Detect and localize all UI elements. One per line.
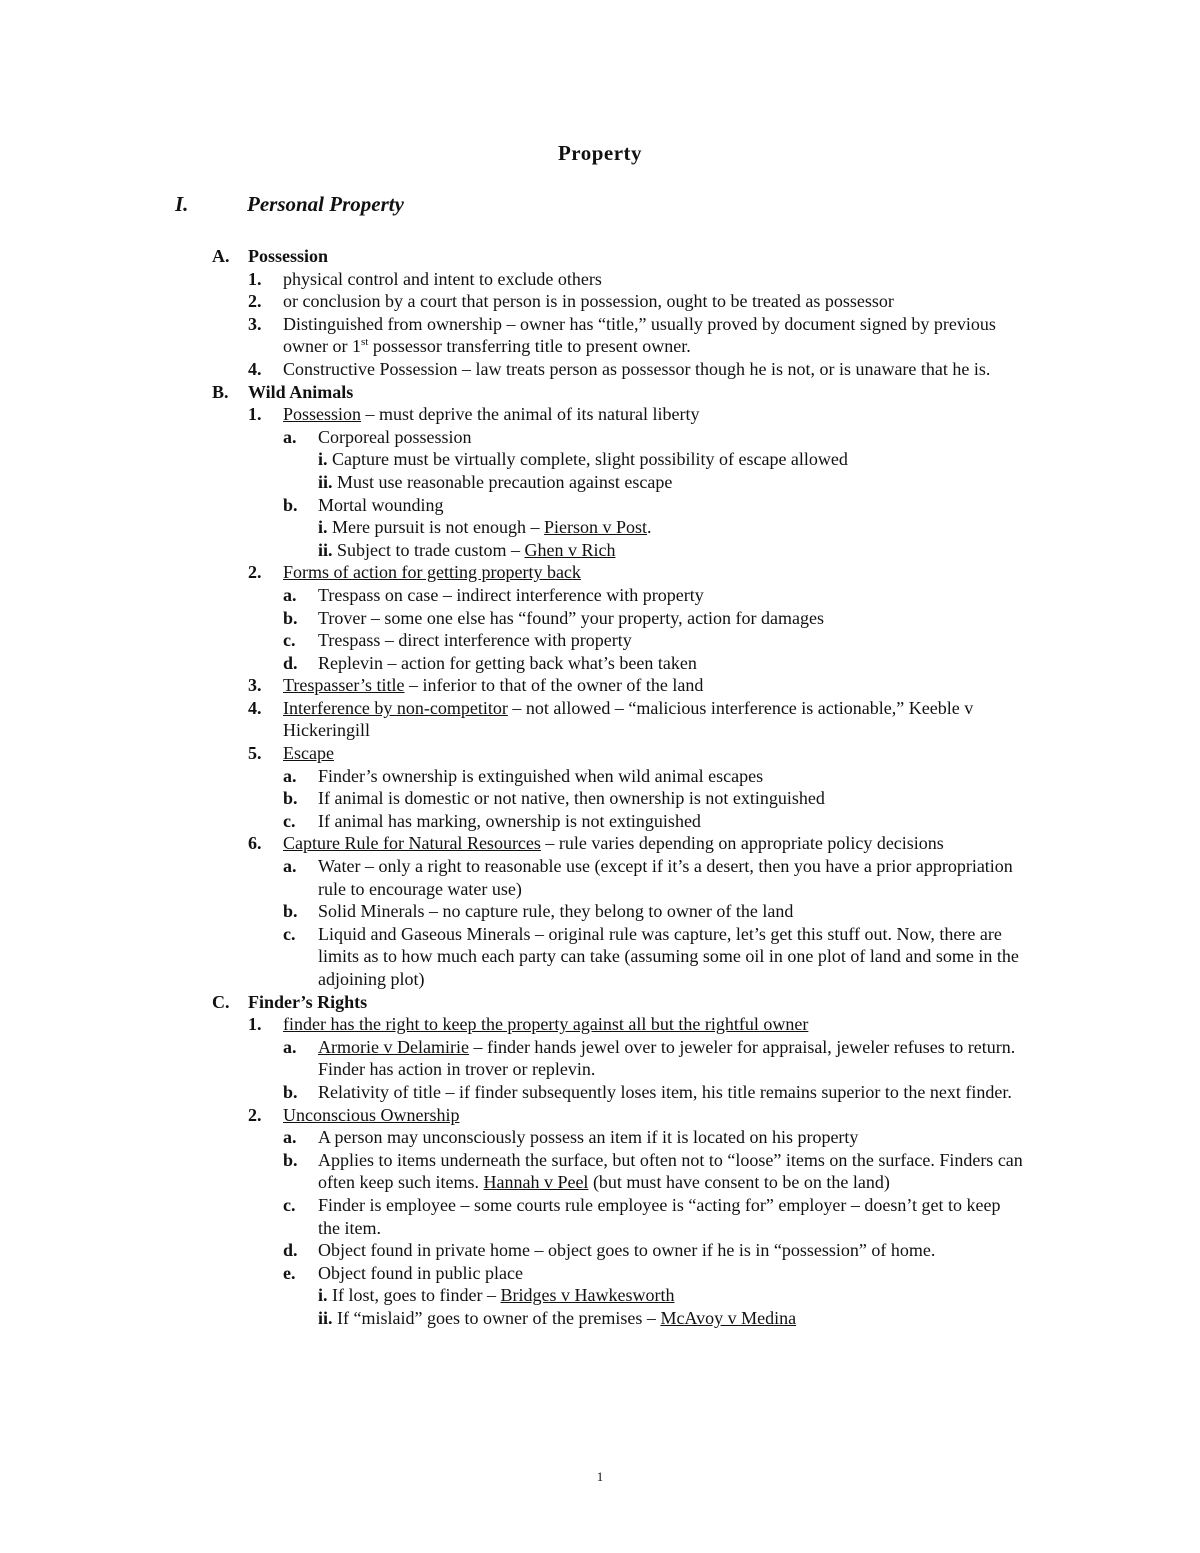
underlined-text: Unconscious Ownership xyxy=(283,1104,460,1125)
outline-item xyxy=(0,426,1200,449)
case-reference: Ghen v Rich xyxy=(524,539,616,560)
outline-marker: 2. xyxy=(248,562,262,583)
part-heading xyxy=(175,193,404,216)
outline-text: Applies to items underneath the surface, but often not to “loose” items on the surface. Finders can often keep such items. xyxy=(318,1149,1023,1193)
outline-marker: 1. xyxy=(248,404,262,425)
underlined-text: Forms of action for getting property back xyxy=(283,562,581,583)
underlined-text: Interference by non-competitor xyxy=(283,697,508,718)
outline-text: – finder hands jewel over to jeweler for appraisal, jeweler refuses to return. Finder has action in trover or replevin. xyxy=(318,1036,1016,1080)
outline-marker: 2. xyxy=(248,291,262,312)
outline-marker: i. xyxy=(318,1285,328,1306)
outline-item xyxy=(0,697,1200,742)
outline-marker: b. xyxy=(283,494,298,515)
outline-marker: c. xyxy=(283,1194,296,1215)
outline-text: . xyxy=(647,517,652,538)
outline-item xyxy=(0,900,1200,923)
outline-marker: C. xyxy=(212,991,230,1012)
outline-text: Trover – some one else has “found” your property, action for damages xyxy=(318,607,825,628)
outline-item xyxy=(0,1239,1200,1262)
part-number: I. xyxy=(175,192,189,216)
outline-marker: e. xyxy=(283,1262,296,1283)
outline-item xyxy=(0,674,1200,697)
outline-item xyxy=(0,245,1200,268)
outline-text: Wild Animals xyxy=(248,381,354,402)
outline-marker: B. xyxy=(212,381,229,402)
outline-marker: b. xyxy=(283,1081,298,1102)
outline-marker: ii. xyxy=(318,471,333,492)
outline-text: Finder’s ownership is extinguished when wild animal escapes xyxy=(318,765,764,786)
outline-marker: 2. xyxy=(248,1104,262,1125)
document-title: Property xyxy=(557,141,643,165)
outline-marker: ii. xyxy=(318,539,333,560)
outline-marker: 5. xyxy=(248,743,262,764)
outline-marker: b. xyxy=(283,901,298,922)
outline-marker: c. xyxy=(283,923,296,944)
outline-text: Mere pursuit is not enough – xyxy=(327,517,544,538)
outline-item xyxy=(0,471,1200,494)
underlined-text: Armorie v Delamirie xyxy=(318,1036,469,1057)
outline-item xyxy=(0,1149,1200,1194)
outline-item xyxy=(0,765,1200,788)
outline-marker: c. xyxy=(283,810,296,831)
outline-item xyxy=(0,1307,1200,1330)
outline-marker: 6. xyxy=(248,833,262,854)
outline-item xyxy=(0,1194,1200,1239)
outline-item xyxy=(0,855,1200,900)
outline-text: Water – only a right to reasonable use (except if it’s a desert, then you have a prior appropriation rule to encourage water use) xyxy=(318,856,1013,899)
underlined-text: Trespasser’s title xyxy=(283,675,405,696)
outline-text: Mortal wounding xyxy=(318,494,444,515)
outline-text: Constructive Possession – law treats person as possessor though he is not, or is unaware that he is. xyxy=(283,358,991,379)
outline-text: Finder is employee – some courts rule employee is “acting for” employer – doesn’t get to keep the item. xyxy=(318,1194,1001,1238)
outline-text: Solid Minerals – no capture rule, they belong to owner of the land xyxy=(318,901,794,922)
underlined-text: Hannah v Peel xyxy=(483,1172,589,1193)
outline-text: If animal has marking, ownership is not extinguished xyxy=(318,810,701,831)
outline-text: Corporeal possession xyxy=(318,426,472,447)
outline-marker: 1. xyxy=(248,1014,262,1035)
outline-text: Trespass on case – indirect interference with property xyxy=(318,584,704,605)
outline-item xyxy=(0,539,1200,562)
outline-item xyxy=(0,494,1200,517)
outline-item xyxy=(0,923,1200,991)
case-reference: Pierson v Post xyxy=(544,517,648,538)
underlined-text: Escape xyxy=(283,743,334,764)
outline-text: Replevin – action for getting back what’s been taken xyxy=(318,652,697,673)
outline-item xyxy=(0,313,1200,358)
outline-text: If animal is domestic or not native, then ownership is not extinguished xyxy=(318,788,825,809)
outline-item xyxy=(0,1104,1200,1127)
outline-text: Liquid and Gaseous Minerals – original rule was capture, let’s get this stuff out. Now, there are limits as to how much each party can take (assuming some oil in one plot of land and some in the adjoining plot) xyxy=(318,923,1019,989)
outline-item xyxy=(0,1262,1200,1285)
outline-item xyxy=(0,1013,1200,1036)
outline-marker: 4. xyxy=(248,697,262,718)
outline-text: – inferior to that of the owner of the land xyxy=(404,675,704,696)
outline-marker: a. xyxy=(283,1127,297,1148)
outline-item xyxy=(0,561,1200,584)
page-number: 1 xyxy=(596,1469,604,1484)
case-reference: McAvoy v Medina xyxy=(660,1307,797,1328)
outline-item xyxy=(0,268,1200,291)
outline-marker: a. xyxy=(283,584,297,605)
outline-item xyxy=(0,832,1200,855)
outline-marker: a. xyxy=(283,856,297,877)
outline-item xyxy=(0,787,1200,810)
outline-text: (but must have consent to be on the land) xyxy=(588,1172,890,1193)
outline-text: Trespass – direct interference with property xyxy=(318,630,632,651)
outline-marker: a. xyxy=(283,765,297,786)
underlined-text: finder has the right to keep the property against all but the rightful owner xyxy=(283,1014,809,1035)
outline-marker: ii. xyxy=(318,1307,333,1328)
outline-item xyxy=(0,742,1200,765)
outline-item xyxy=(0,1126,1200,1149)
outline-marker: A. xyxy=(212,246,230,266)
outline-item xyxy=(0,607,1200,630)
outline-marker: i. xyxy=(318,517,328,538)
outline-marker: d. xyxy=(283,652,298,673)
outline-marker: a. xyxy=(283,1036,297,1057)
outline-text: st xyxy=(360,336,369,349)
outline-text: – rule varies depending on appropriate policy decisions xyxy=(540,833,944,854)
outline-text: Relativity of title – if finder subsequently loses item, his title remains superior to the next finder. xyxy=(318,1081,1012,1102)
part-title: Personal Property xyxy=(247,192,404,216)
outline-item xyxy=(0,381,1200,404)
outline-item xyxy=(0,584,1200,607)
outline-marker: d. xyxy=(283,1240,298,1261)
outline-text: physical control and intent to exclude others xyxy=(283,268,602,289)
outline-item xyxy=(0,516,1200,539)
outline-marker: i. xyxy=(318,449,328,470)
outline-marker: 3. xyxy=(248,313,262,334)
outline-text: Object found in private home – object goes to owner if he is in “possession” of home. xyxy=(318,1240,936,1261)
case-reference: Bridges v Hawkesworth xyxy=(500,1285,675,1306)
outline-text: Distinguished from ownership – owner has “title,” usually proved by document signed by previous owner or 1 xyxy=(283,313,996,357)
outline-text: Subject to trade custom – xyxy=(332,539,525,560)
outline-marker: a. xyxy=(283,426,297,447)
outline-marker: b. xyxy=(283,788,298,809)
outline-item xyxy=(0,991,1200,1014)
outline-item xyxy=(0,1036,1200,1081)
outline-item xyxy=(0,290,1200,313)
underlined-text: Capture Rule for Natural Resources xyxy=(283,833,541,854)
outline-marker: b. xyxy=(283,607,298,628)
outline-marker: 4. xyxy=(248,358,262,379)
outline-text: Capture must be virtually complete, slight possibility of escape allowed xyxy=(327,449,848,470)
outline-marker: 3. xyxy=(248,675,262,696)
outline-text: – must deprive the animal of its natural liberty xyxy=(361,404,700,425)
outline-item xyxy=(0,810,1200,833)
outline-text: Possession xyxy=(248,246,329,266)
outline-text: Must use reasonable precaution against escape xyxy=(332,471,673,492)
outline-marker: c. xyxy=(283,630,296,651)
outline-text: A person may unconsciously possess an item if it is located on his property xyxy=(318,1127,859,1148)
outline-item xyxy=(0,358,1200,381)
outline-item xyxy=(0,1284,1200,1307)
outline-item xyxy=(0,403,1200,426)
outline-text: – not allowed – “malicious interference is actionable,” Keeble v Hickeringill xyxy=(283,697,974,741)
outline-text: Finder’s Rights xyxy=(248,991,368,1012)
outline-item xyxy=(0,629,1200,652)
outline-marker: b. xyxy=(283,1149,298,1170)
outline-item xyxy=(0,1081,1200,1104)
outline-text: If “mislaid” goes to owner of the premises – xyxy=(332,1307,661,1328)
outline-marker: 1. xyxy=(248,268,262,289)
outline-text: or conclusion by a court that person is in possession, ought to be treated as possessor xyxy=(283,291,894,312)
outline-text: If lost, goes to finder – xyxy=(327,1285,501,1306)
outline-item xyxy=(0,448,1200,471)
outline-item xyxy=(0,652,1200,675)
outline xyxy=(0,245,1200,1330)
outline-text: Object found in public place xyxy=(318,1262,523,1283)
outline-text: possessor transferring title to present owner. xyxy=(368,336,691,357)
underlined-text: Possession xyxy=(283,404,362,425)
